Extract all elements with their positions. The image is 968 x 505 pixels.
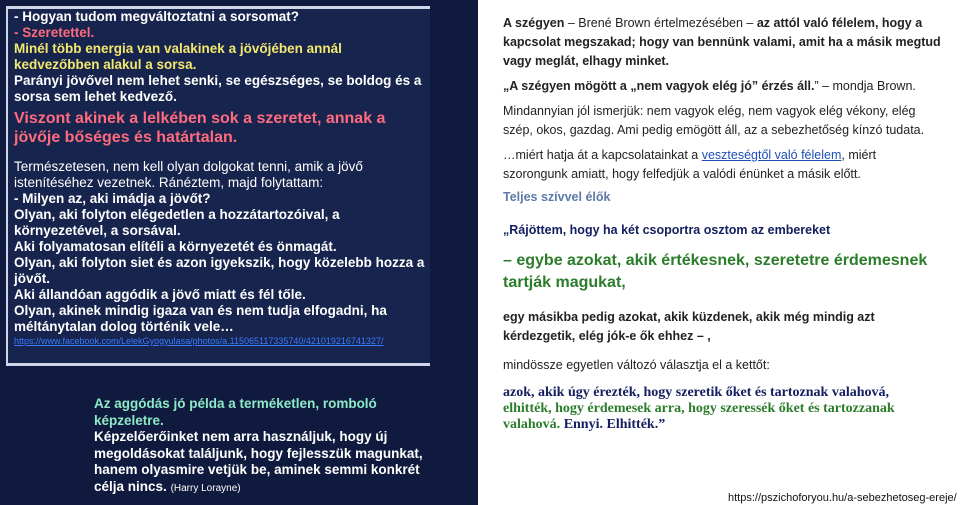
description-line-1: Olyan, aki folyton elégedetlen a hozzátartozóival, a környezetével, a sorsával. xyxy=(14,207,340,238)
struggling-group-text: egy másikba pedig azokat, akik küzdenek, akik még mindig azt kérdezgetik, elég jók-e ők ehhez – , xyxy=(503,310,875,343)
description-line-4: Aki állandóan aggódik a jövő miatt és fél tőle. xyxy=(14,287,306,302)
of-course-text: Természetesen, nem kell olyan dolgokat tenni, amik a jövő istenítéséhez vezetnek. Ránéztem, majd folytattam: xyxy=(14,159,363,190)
left-collage-panel xyxy=(0,0,478,505)
answer-with-love: - Szeretettel. xyxy=(14,25,95,40)
brown-quote-bold: „A szégyen mögött a „nem vagyok elég jó” érzés áll. xyxy=(503,79,815,93)
worry-quote-white xyxy=(94,429,434,497)
brown-quote-attribution: ” – mondja Brown. xyxy=(814,79,916,93)
believed-worthy-text xyxy=(503,401,943,433)
single-variable-text: mindössze egyetlen változó választja el a kettőt: xyxy=(503,358,770,372)
quote-author: (Harry Lorayne) xyxy=(170,482,241,494)
why-paragraph xyxy=(503,146,943,184)
common-feeling-paragraph: Mindannyian jól ismerjük: nem vagyok elég, nem vagyok elég vékony, elég szép, okos, gazdag. Ami pedig emögött áll, az a sebezhetőség kínzó tudata. xyxy=(503,104,925,137)
shame-definition-term: A szégyen xyxy=(503,16,565,30)
worry-quote-green: Az aggódás jó példa a terméketlen, romboló képzeletre. xyxy=(94,396,377,428)
tiny-future-text: Parányi jövővel nem lehet senki, se egészséges, se boldog és a sorsa sem lehet kedvező. xyxy=(14,73,422,104)
left-top-text-box xyxy=(6,6,430,366)
why-after-text: , miért szorongunk amiatt, hogy felfedjük a valódi énünket a másik előtt. xyxy=(503,148,877,181)
brown-quote xyxy=(503,77,943,96)
fear-of-loss-link[interactable]: veszteségtől való félelem xyxy=(701,148,842,162)
description-line-5: Olyan, akinek mindig igaza van és nem tudja elfogadni, ha méltánytalan dolog történik vele… xyxy=(14,303,387,334)
those-who-felt-loved-text: azok, akik úgy érezték, hogy szeretik őket és tartoznak valahová, xyxy=(503,385,890,400)
shame-definition xyxy=(503,14,943,71)
description-line-2: Aki folyamatosan elítéli a környezetét és önmagát. xyxy=(14,239,337,254)
question-change-fate: - Hogyan tudom megváltoztatni a sorsomat? xyxy=(14,9,300,24)
love-in-soul-text: Viszont akinek a lelkében sok a szeretet, annak a jövője bőséges és határtalan. xyxy=(14,110,386,146)
worthy-group-text: – egybe azokat, akik értékesnek, szeretetre érdemesnek tartják magukat, xyxy=(503,252,928,291)
wholehearted-subheading: Teljes szívvel élők xyxy=(503,190,611,204)
question-worship-future: - Milyen az, aki imádja a jövőt? xyxy=(14,191,211,206)
energy-future-text: Minél több energia van valakinek a jövőjében annál kedvezőbben alakul a sorsa. xyxy=(14,41,342,72)
source-url-text: https://pszichoforyou.hu/a-sebezhetoseg-ereje/ xyxy=(728,492,957,504)
worry-quote-body: Képzelőerőinket nem arra használjuk, hogy új megoldásokat találjunk, hogy fejlesszük magunkat, hanem olyasmire vetjük be, aminek semmi konkrét célja nincs. xyxy=(94,429,423,494)
description-line-3: Olyan, aki folyton siet és azon igyekszik, hogy közelebb hozza a jövőt. xyxy=(14,255,425,286)
shame-definition-body: az attól való félelem, hogy a kapcsolat megszakad; hogy van bennünk valami, amit ha a másik megtud vagy meglát, elhagy minket. xyxy=(503,16,941,68)
worry-quote-block xyxy=(94,396,434,497)
shame-definition-source: – Brené Brown értelmezésében – xyxy=(564,16,757,30)
believed-worthy-green: elhitték, hogy érdemesek arra, hogy szeressék őket és tartozzanak valahová. xyxy=(503,401,895,432)
why-before-text: …miért hatja át a kapcsolatainkat a xyxy=(503,148,702,162)
believed-worthy-blue: Ennyi. Elhitték.” xyxy=(560,417,666,432)
realized-quote-line: „Rájöttem, hogy ha két csoportra osztom az embereket xyxy=(503,223,831,237)
facebook-source-link[interactable]: https://www.facebook.com/LelekGyogyulasa/photos/a.115065117335740/421019216741327/ xyxy=(14,336,384,346)
right-article-panel xyxy=(503,12,943,433)
